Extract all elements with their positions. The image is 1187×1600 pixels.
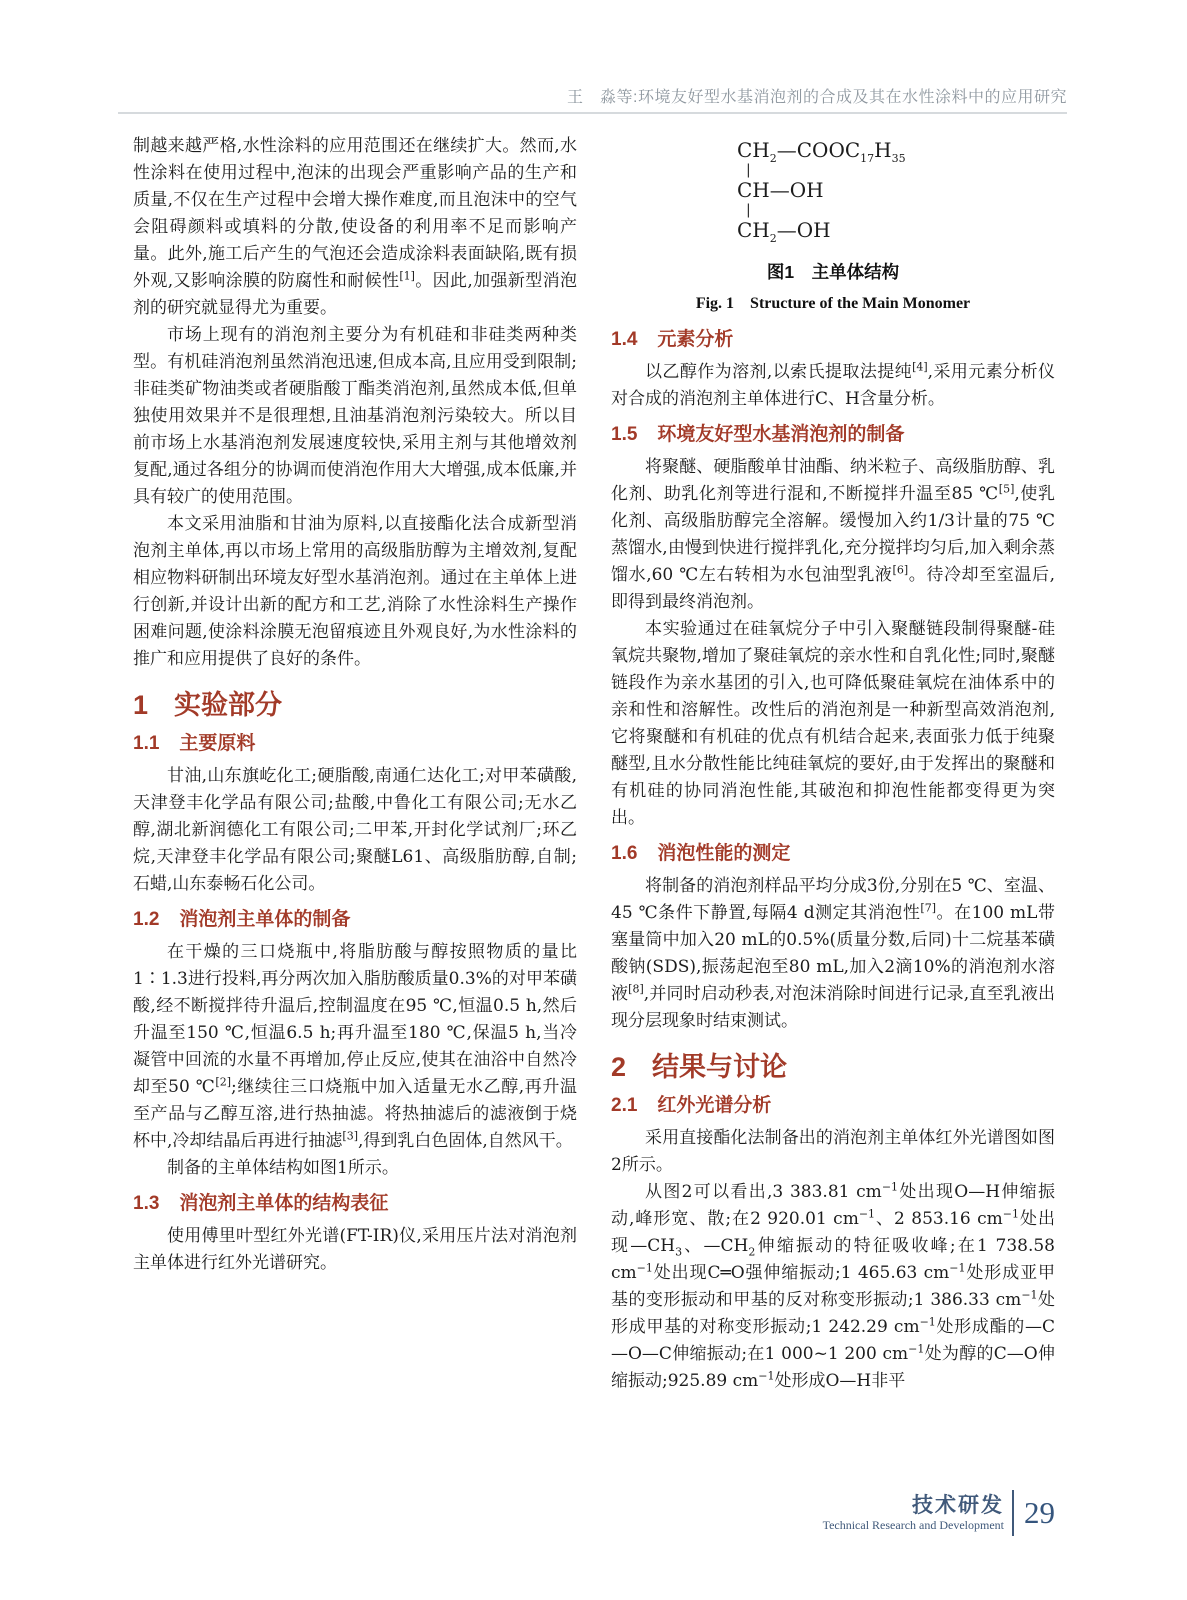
paragraph-monomer-preparation: 在干燥的三口烧瓶中,将脂肪酸与醇按照物质的量比1∶1.3进行投料,再分两次加入脂肪酸质量0.3%的对甲苯磺酸,经不断搅拌待升温后,控制温度在95 ℃,恒温0.5 h,然后升温至150 ℃,恒温6.5 h;再升温至180 ℃,保温5 h,当冷凝管中回流的水量不再增加,停止反应,使其在油浴中自然冷却至50 ℃[2];继续往三口烧瓶中加入适量无水乙醇,再升温至产品与乙醇互溶,进行热抽滤。将热抽滤后的滤液倒于烧杯中,冷却结晶后再进行抽滤[3],得到乳白色固体,自然风干。 [133,942,577,1151]
section-title: 消泡剂主单体的结构表征 [179,1193,389,1214]
section-heading-1-5 [611,422,1055,448]
section-number: 1.6 [611,843,638,864]
section-number: 1.5 [611,424,638,445]
paragraph-performance-test: 将制备的消泡剂样品平均分成3份,分别在5 ℃、室温、45 ℃条件下静置,每隔4 d测定其消泡性[7]。在100 mL带塞量筒中加入20 mL的0.5%(质量分数,后同)十二烷基苯磺酸钠(SDS),振荡起泡至80 mL,加入2滴10%的消泡剂水溶液[8],并同时启动秒表,对泡沫消除时间进行记录,直至乳液出现分层现象时结束测试。 [611,876,1056,1031]
section-heading-1-6 [611,841,1055,867]
paragraph-siloxane-copolymer: 本实验通过在硅氧烷分子中引入聚醚链段制得聚醚-硅氧烷共聚物,增加了聚硅氧烷的亲水性和自乳化性;同时,聚醚链段作为亲水基团的引入,也可降低聚硅氧烷在油体系中的亲和性和溶解性。改性后的消泡剂是一种新型高效消泡剂,它将聚醚和有机硅的优点有机结合起来,表面张力低于纯聚醚型,且水分散性能比纯硅氧烷的要好,由于发挥出的聚醚和有机硅的协同消泡性能,其破泡和抑泡性能都变得更为突出。 [611,619,1055,828]
figure-1 [611,137,1055,313]
bond-line: | [746,162,751,178]
page-footer [823,1490,1055,1536]
figure-1-caption-en: Fig. 1 Structure of the Main Monomer [695,295,971,312]
chemical-structure-formula [737,137,1055,243]
section-title: 环境友好型水基消泡剂的制备 [657,424,905,445]
page-number: 29 [1024,1495,1055,1530]
header-rule [118,112,1067,114]
formula-line-3: $CH_2—OH$ [737,218,831,245]
running-head-title: 王 淼等:环境友好型水基消泡剂的合成及其在水性涂料中的应用研究 [567,89,1067,106]
section-heading-1-2 [133,907,577,933]
section-heading-1-3 [133,1191,577,1217]
paragraph-defoamer-preparation: 将聚醚、硬脂酸单甘油酯、纳米粒子、高级脂肪醇、乳化剂、助乳化剂等进行混和,不断搅拌升温至85 ℃[5],使乳化剂、高级脂肪醇完全溶解。缓慢加入约1/3计量的75 ℃蒸馏水,由慢到快进行搅拌乳化,充分搅拌均匀后,加入剩余蒸馏水,60 ℃左右转相为水包油型乳液[6]。待冷却至室温后,即得到最终消泡剂。 [611,457,1055,612]
footer-section-label [823,1494,1004,1533]
section-heading-2-1 [611,1093,1055,1119]
section-heading-1 [133,689,577,721]
section-title: 消泡性能的测定 [657,843,791,864]
section-title: 红外光谱分析 [657,1095,772,1116]
left-column [133,133,577,1277]
paragraph-market-overview: 市场上现有的消泡剂主要分为有机硅和非硅类两种类型。有机硅消泡剂虽然消泡迅速,但成本高,且应用受到限制;非硅类矿物油类或者硬脂酸丁酯类消泡剂,虽然成本低,但单独使用效果并不是很理想,且油基消泡剂污染较大。所以目前市场上水基消泡剂发展速度较快,采用主剂与其他增效剂复配,通过各组分的协调而使消泡作用大大增强,成本低廉,并具有较广的使用范围。 [133,325,577,507]
footer-divider [1012,1490,1014,1536]
paragraph-elemental-analysis: 以乙醇作为溶剂,以索氏提取法提纯[4],采用元素分析仪对合成的消泡剂主单体进行C、H含量分析。 [611,360,1055,409]
paragraph-intro-continued: 制越来越严格,水性涂料的应用范围还在继续扩大。然而,水性涂料在使用过程中,泡沫的出现会严重影响产品的生产和质量,不仅在生产过程中会增大操作难度,而且泡沫中的空气会阻碍颜料或填料的分散,使设备的利用率不足而影响产量。此外,施工后产生的气泡还会造成涂料表面缺陷,既有损外观,又影响涂膜的防腐性和耐候性[1]。因此,加强新型消泡剂的研究就显得尤为重要。 [133,136,577,318]
section-title: 实验部分 [174,690,283,720]
right-column [611,133,1055,1395]
paragraph-ftir-method: 使用傅里叶型红外光谱(FT-IR)仪,采用压片法对消泡剂主单体进行红外光谱研究。 [133,1226,577,1273]
paragraph-ir-intro: 采用直接酯化法制备出的消泡剂主单体红外光谱图如图2所示。 [611,1128,1055,1175]
section-title: 结果与讨论 [652,1052,788,1082]
section-number: 1 [133,690,149,720]
footer-section-cn: 技术研发 [912,1493,1004,1517]
section-heading-1-4 [611,327,1055,353]
section-heading-1-1 [133,731,577,757]
bond-line: | [746,202,751,218]
paragraph-raw-materials: 甘油,山东旗屹化工;硬脂酸,南通仁达化工;对甲苯磺酸,天津登丰化学品有限公司;盐酸,中鲁化工有限公司;无水乙醇,湖北新润德化工有限公司;二甲苯,开封化学试剂厂;环乙烷,天津登丰化学品有限公司;聚醚L61、高级脂肪醇,自制;石蜡,山东泰畅石化公司。 [133,766,577,894]
section-heading-2 [611,1051,1055,1083]
paragraph-this-work: 本文采用油脂和甘油为原料,以直接酯化法合成新型消泡剂主单体,再以市场上常用的高级脂肪醇为主增效剂,复配相应物料研制出环境友好型水基消泡剂。通过在主单体上进行创新,并设计出新的配方和工艺,消除了水性涂料生产操作困难问题,使涂料涂膜无泡留痕迹且外观良好,为水性涂料的推广和应用提供了良好的条件。 [133,514,577,669]
figure-1-caption-cn: 图1 主单体结构 [766,262,900,282]
section-title: 消泡剂主单体的制备 [179,909,351,930]
section-number: 1.1 [133,733,160,754]
section-number: 1.2 [133,909,160,930]
formula-line-2: CH—OH [737,178,824,202]
section-number: 2.1 [611,1095,638,1116]
section-title: 元素分析 [657,329,734,350]
section-number: 1.3 [133,1193,160,1214]
paragraph-figure1-reference: 制备的主单体结构如图1所示。 [167,1158,399,1178]
formula-line-1: $CH_2—COOC_{17}H_{35}$ [737,138,906,165]
section-title: 主要原料 [179,733,256,754]
footer-section-en: Technical Research and Development [822,1517,1004,1532]
section-number: 2 [611,1052,627,1082]
paragraph-ir-peaks: 从图2可以看出,3 383.81 $cm^{-1}$处出现O—H伸缩振动,峰形宽、散;在2 920.01 $cm^{-1}$、2 853.16 $cm^{-1}$处出现$—CH_3$、$—CH_2$伸缩振动的特征吸收峰;在1 738.58 $cm^{-1}$处出现C═O强伸缩振动;1 465.63 $cm^{-1}$处形成亚甲基的变形振动和甲基的反对称变形振动;1 386.33 $cm^{-1}$处形成甲基的对称变形振动;1 242.29 $cm^{-1}$处形成酯的—C—O—C伸缩振动;在1 000~1 200 $cm^{-1}$处为醇的C—O伸缩振动;925.89 $cm^{-1}$处形成O—H非平 [611,1180,1056,1391]
section-number: 1.4 [611,329,638,350]
